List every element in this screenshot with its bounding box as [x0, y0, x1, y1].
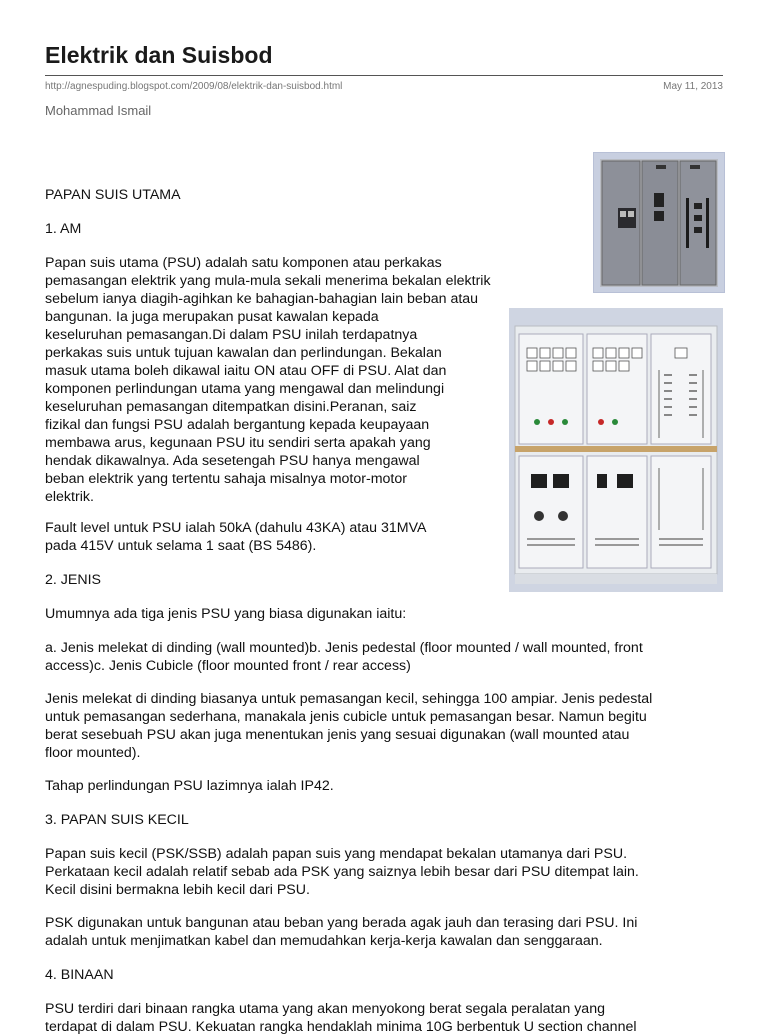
paragraph-fault-level — [45, 519, 545, 555]
text-line: bangunan. Ia juga merupakan pusat kawalan kepada — [45, 309, 379, 325]
text-line: untuk pemasangan sederhana, manakala jenis cubicle untuk pemasangan besar. Namun begitu — [45, 709, 647, 725]
section-heading-psk: 3. PAPAN SUIS KECIL — [45, 812, 189, 828]
text-line: a. Jenis melekat di dinding (wall mounted)b. Jenis pedestal (floor mounted / wall mounted, front — [45, 640, 643, 656]
text-line: PSU terdiri dari binaan rangka utama yang akan menyokong berat segala peralatan yang — [45, 1001, 605, 1017]
text-line: keseluruhan pemasangan.Di dalam PSU inilah terdapatnya — [45, 327, 418, 343]
paragraph-types-detail — [45, 690, 725, 762]
text-line: adalah untuk menjimatkan kabel dan memudahkan kerja-kerja kawalan dan senggaraan. — [45, 933, 603, 949]
text-line: fizikal dan fungsi PSU adalah bergantung kepada keupayaan — [45, 417, 430, 433]
text-line: elektrik. — [45, 489, 94, 505]
text-line: berat sesebuah PSU akan juga menentukan jenis yang sesuai digunakan (wall mounted atau — [45, 727, 630, 743]
paragraph-psk — [45, 845, 725, 899]
section-heading-jenis: 2. JENIS — [45, 572, 101, 588]
text-line: Papan suis utama (PSU) adalah satu komponen atau perkakas — [45, 255, 442, 271]
text-line: keseluruhan pemasangan ditempatkan disini.Peranan, saiz — [45, 399, 417, 415]
title-divider — [45, 75, 723, 76]
paragraph-types-list — [45, 639, 725, 675]
paragraph-types-intro: Umumnya ada tiga jenis PSU yang biasa digunakan iaitu: — [45, 606, 407, 622]
page-title: Elektrik dan Suisbod — [45, 42, 273, 68]
paragraph-am — [45, 254, 545, 506]
text-line: perkakas suis untuk tujuan kawalan dan perlindungan. Bekalan — [45, 345, 442, 361]
text-line: Kecil disini bermakna lebih kecil dari PSU. — [45, 882, 310, 898]
text-line: Papan suis kecil (PSK/SSB) adalah papan suis yang mendapat bekalan utamanya dari PSU. — [45, 846, 628, 862]
text-line: Jenis melekat di dinding biasanya untuk pemasangan kecil, sehingga 100 ampiar. Jenis pedestal — [45, 691, 653, 707]
publish-date: May 11, 2013 — [663, 81, 723, 92]
switchboard-photo-grey — [593, 152, 725, 293]
text-line: PSK digunakan untuk bangunan atau beban yang berada agak jauh dan terasing dari PSU. Ini — [45, 915, 638, 931]
paragraph-protection-level: Tahap perlindungan PSU lazimnya ialah IP42. — [45, 778, 334, 794]
text-line: beban elektrik yang tertentu sahaja misalnya motor-motor — [45, 471, 407, 487]
section-heading-am: 1. AM — [45, 221, 82, 237]
section-heading-binaan: 4. BINAAN — [45, 967, 114, 983]
paragraph-psk-usage — [45, 914, 725, 950]
text-line: membawa arus, kegunaan PSU itu sendiri serta apakah yang — [45, 435, 431, 451]
text-line: Fault level untuk PSU ialah 50kA (dahulu 43KA) atau 31MVA — [45, 520, 427, 536]
text-line: pada 415V untuk selama 1 saat (BS 5486). — [45, 538, 317, 554]
text-line: sebelum ianya diagih-agihkan ke bahagian-bahagian lain beban atau — [45, 291, 479, 307]
text-line: hendak dikawalnya. Ada sesetengah PSU hanya mengawal — [45, 453, 420, 469]
text-line: pemasangan elektrik yang mula-mula sekali menerima bekalan elektrik — [45, 273, 491, 289]
text-line: masuk utama boleh dikawal iaitu ON atau OFF di PSU. Alat dan — [45, 363, 447, 379]
text-line: floor mounted). — [45, 745, 141, 761]
author-name: Mohammad Ismail — [45, 103, 152, 118]
paragraph-binaan — [45, 1000, 725, 1036]
text-line: terdapat di dalam PSU. Kekuatan rangka hendaklah minima 10G berbentuk U section channel — [45, 1019, 637, 1035]
source-url[interactable]: http://agnespuding.blogspot.com/2009/08/elektrik-dan-suisbod.html — [45, 81, 343, 92]
text-line: Perkataan kecil adalah relatif sebab ada PSK yang saiznya lebih besar dari PSU ditempat lain. — [45, 864, 639, 880]
text-line: access)c. Jenis Cubicle (floor mounted front / rear access) — [45, 658, 411, 674]
text-line: komponen perlindungan utama yang mengawal dan melindungi — [45, 381, 445, 397]
heading-main: PAPAN SUIS UTAMA — [45, 187, 181, 203]
